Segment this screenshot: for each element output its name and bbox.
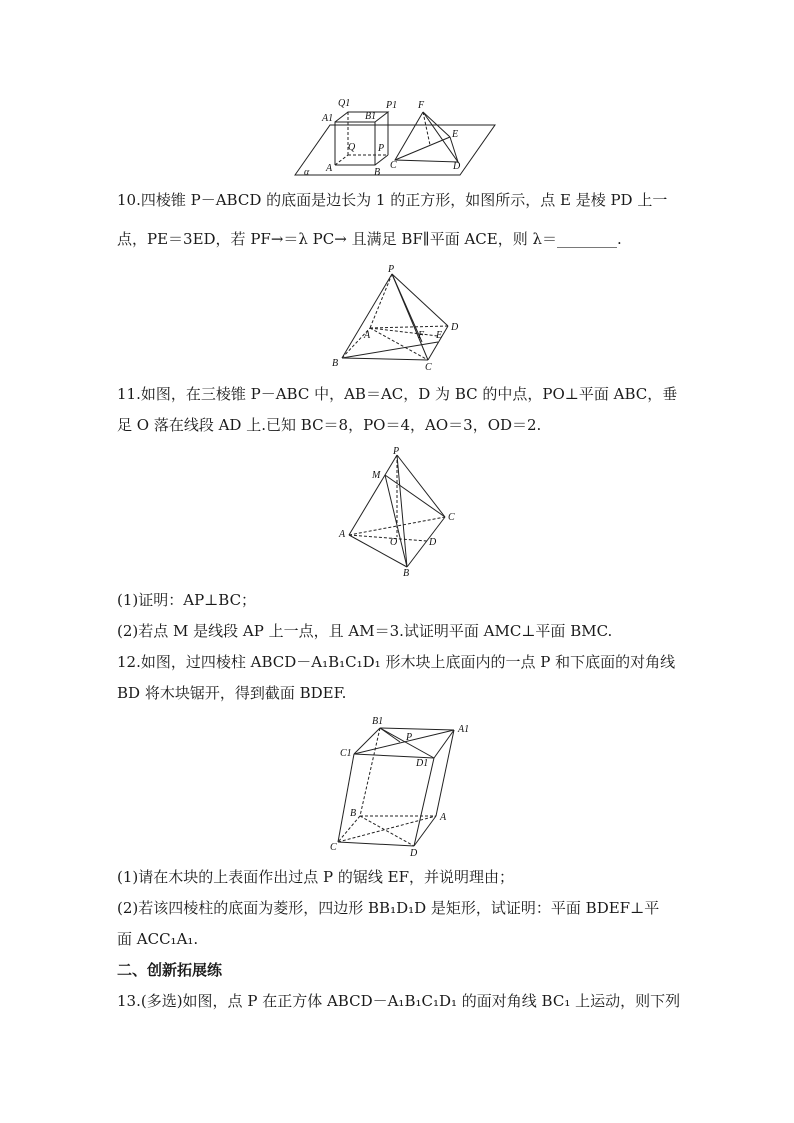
- section-heading: 二、创新拓展练: [117, 961, 223, 979]
- problem-11-line1: 11.如图，在三棱锥 P－ABC 中，AB＝AC，D 为 BC 的中点，PO⊥平面 ABC，垂: [117, 385, 678, 403]
- problem-11-line2: 足 O 落在线段 AD 上.已知 BC＝8，PO＝4，AO＝3，OD＝2.: [117, 416, 542, 434]
- label-D1: D1: [416, 758, 429, 769]
- label-C1: C1: [340, 748, 352, 759]
- label-A: A: [440, 812, 447, 823]
- label-Q: Q: [348, 142, 356, 153]
- label-D: D: [410, 848, 418, 859]
- label-P: P: [393, 446, 400, 457]
- label-A1: A1: [458, 724, 470, 735]
- label-B1: B1: [372, 716, 384, 727]
- label-B: B: [374, 167, 381, 178]
- label-E: E: [436, 330, 443, 341]
- label-F: F: [418, 100, 425, 111]
- problem-12-line1: 12.如图，过四棱柱 ABCD－A₁B₁C₁D₁ 形木块上底面内的一点 P 和下底面的对角线: [117, 653, 676, 671]
- label-alpha: α: [304, 167, 310, 178]
- label-F: F: [418, 330, 425, 341]
- label-A: A: [326, 163, 333, 174]
- figure-tetrahedron-p11: [335, 445, 465, 577]
- label-A: A: [364, 330, 371, 341]
- label-O: O: [390, 537, 398, 548]
- problem-12-line2: BD 将木块锯开，得到截面 BDEF.: [117, 684, 347, 702]
- problem-11-part1: (1)证明：AP⊥BC；: [117, 591, 257, 609]
- label-B: B: [350, 808, 357, 819]
- label-P: P: [388, 264, 395, 275]
- label-C: C: [330, 842, 337, 853]
- label-D: D: [453, 161, 461, 172]
- label-D: D: [451, 322, 459, 333]
- label-P1: P1: [386, 100, 398, 111]
- label-E: E: [452, 129, 459, 140]
- figure-prism-p12: [330, 712, 480, 860]
- problem-10-line1: 10.四棱锥 P－ABCD 的底面是边长为 1 的正方形，如图所示，点 E 是棱 PD 上一: [117, 191, 668, 209]
- label-M: M: [372, 470, 381, 481]
- label-C: C: [448, 512, 455, 523]
- problem-12-part1: (1)请在木块的上表面作出过点 P 的锯线 EF，并说明理由；: [117, 868, 515, 886]
- label-B: B: [403, 568, 410, 577]
- problem-12-part2: (2)若该四棱柱的底面为菱形，四边形 BB₁D₁D 是矩形，试证明：平面 BDEF⊥平: [117, 899, 660, 917]
- label-D: D: [429, 537, 437, 548]
- problem-12-part3: 面 ACC₁A₁.: [117, 930, 199, 948]
- label-C: C: [390, 160, 397, 171]
- label-P: P: [406, 732, 413, 743]
- label-B: B: [332, 358, 339, 369]
- figure-pyramid-p10: [330, 262, 470, 370]
- problem-11-part2: (2)若点 M 是线段 AP 上一点，且 AM＝3.试证明平面 AMC⊥平面 BMC.: [117, 622, 613, 640]
- label-A: A: [339, 529, 346, 540]
- problem-10-line2: 点，PE＝3ED，若 PF→＝λ PC→ 且满足 BF∥平面 ACE，则 λ＝________.: [117, 230, 622, 248]
- label-B1: B1: [365, 111, 377, 122]
- label-A1: A1: [322, 113, 334, 124]
- label-P: P: [378, 143, 385, 154]
- label-Q1: Q1: [338, 98, 351, 109]
- problem-13-line1: 13.(多选)如图，点 P 在正方体 ABCD－A₁B₁C₁D₁ 的面对角线 BC₁ 上运动，则下列: [117, 992, 681, 1010]
- figure-plane-cube-tetrahedron: [290, 95, 500, 180]
- label-C: C: [425, 362, 432, 370]
